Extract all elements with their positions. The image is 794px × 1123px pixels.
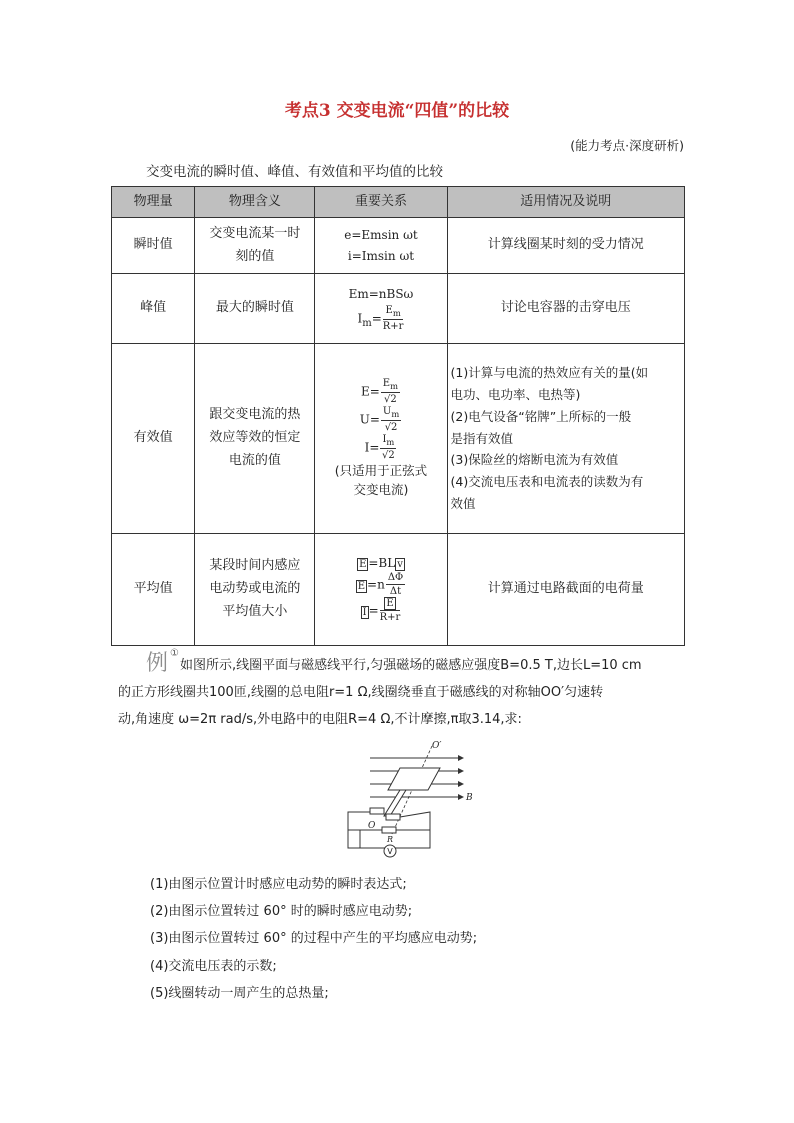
- question-item: (5)线圈转动一周产生的总热量;: [150, 986, 329, 1001]
- relation-note: 交变电流): [353, 481, 409, 497]
- meaning-line: 交变电流某一时: [209, 225, 301, 241]
- usage-line: (3)保险丝的熔断电流为有效值: [450, 452, 619, 468]
- usage-line: (2)电气设备“铭牌”上所标的一般: [450, 408, 632, 424]
- table-row: [112, 274, 685, 344]
- example-line: 的正方形线圈共100匝,线圈的总电阻r=1 Ω,线圈绕垂直于磁感线的对称轴OO′匀速转: [118, 685, 604, 700]
- question-item: (2)由图示位置转过 60° 时的瞬时感应电动势;: [150, 904, 413, 919]
- meaning-cell: [195, 534, 315, 646]
- relation-formula: U= $\frac{U_m}{√2}$: [359, 406, 400, 434]
- header-cell: 物理含义: [195, 187, 315, 218]
- meaning-line: 平均值大小: [222, 603, 288, 619]
- meaning-line: 某段时间内感应: [209, 558, 301, 574]
- relation-note: (只适用于正弦式: [334, 463, 428, 479]
- axis-bottom-label: O: [368, 821, 376, 831]
- relation-formula: i=Imsin ωt: [347, 248, 415, 263]
- header-cell: 重要关系: [315, 187, 447, 218]
- relation-formula: E =BL v: [359, 556, 403, 570]
- quantity-name: 峰值: [112, 274, 195, 344]
- comparison-table: [111, 186, 685, 646]
- table-row: [112, 344, 685, 534]
- question-item: (4)交流电压表的示数;: [150, 959, 277, 974]
- meaning-line: 刻的值: [235, 248, 275, 264]
- table-header-row: [112, 187, 685, 218]
- relation-formula: E= $\frac{E_m}{√2}$: [360, 378, 398, 406]
- meaning-line: 电流的值: [228, 452, 281, 468]
- intro-text: 交变电流的瞬时值、峰值、有效值和平均值的比较: [146, 164, 443, 180]
- generator-circuit-figure: [340, 738, 490, 864]
- axis-top-label: O′: [432, 741, 442, 751]
- relation-cell: [315, 274, 447, 344]
- relation-formula: E =n $\frac{\Delta\Phi}{\Delta t}$: [357, 572, 404, 597]
- header-cell: 适用情况及说明: [447, 187, 684, 218]
- table-row: [112, 218, 685, 274]
- page-title: 考点3 交变电流“四值”的比较: [284, 101, 510, 121]
- relation-formula: I = $\frac{E}{R+r}$: [362, 598, 401, 623]
- usage-line: (1)计算与电流的热效应有关的量(如: [450, 364, 649, 380]
- usage-cell: [447, 344, 684, 534]
- header-cell: 物理量: [112, 187, 195, 218]
- usage-line: 电功、电功率、电热等): [450, 386, 581, 402]
- example-label: 例: [146, 651, 169, 676]
- meaning-cell: [195, 344, 315, 534]
- usage-line: 效值: [450, 496, 476, 512]
- usage-cell: 计算线圈某时刻的受力情况: [447, 218, 684, 274]
- meaning-cell: [195, 218, 315, 274]
- question-item: (3)由图示位置转过 60° 的过程中产生的平均感应电动势;: [150, 931, 478, 946]
- example-line: 动,角速度 ω=2π rad/s,外电路中的电阻R=4 Ω,不计摩擦,π取3.14,求:: [118, 712, 522, 727]
- quantity-name: 瞬时值: [112, 218, 195, 274]
- meaning-line: 跟交变电流的热: [209, 407, 301, 423]
- relation-formula: Em=nBSω: [348, 287, 414, 301]
- meaning-cell: 最大的瞬时值: [195, 274, 315, 344]
- usage-line: 是指有效值: [450, 430, 514, 446]
- quantity-name: 平均值: [112, 534, 195, 646]
- table-row: [112, 534, 685, 646]
- voltmeter-label: V: [387, 847, 393, 856]
- usage-cell: 讨论电容器的击穿电压: [447, 274, 684, 344]
- relation-cell: [315, 218, 447, 274]
- quantity-name: 有效值: [112, 344, 195, 534]
- example-number: ①: [170, 648, 179, 659]
- meaning-line: 电动势或电流的: [209, 581, 301, 597]
- field-label: B: [466, 793, 473, 803]
- question-item: (1)由图示位置计时感应电动势的瞬时表达式;: [150, 877, 407, 892]
- relation-cell: [315, 344, 447, 534]
- usage-cell: 计算通过电路截面的电荷量: [447, 534, 684, 646]
- section-tag: (能力考点·深度研析): [570, 138, 684, 153]
- relation-formula: I= $\frac{I_m}{√2}$: [364, 434, 395, 462]
- usage-line: (4)交流电压表和电流表的读数为有: [450, 474, 644, 490]
- example-line: 如图所示,线圈平面与磁感线平行,匀强磁场的磁感应强度B=0.5 T,边长L=10 cm: [180, 658, 642, 673]
- meaning-line: 效应等效的恒定: [209, 430, 301, 446]
- relation-formula: e=Emsin ωt: [344, 227, 418, 242]
- resistor-label: R: [387, 835, 394, 844]
- relation-cell: [315, 534, 447, 646]
- relation-formula: $I_m=$ $\frac{E_m}{R+r}$: [357, 305, 404, 332]
